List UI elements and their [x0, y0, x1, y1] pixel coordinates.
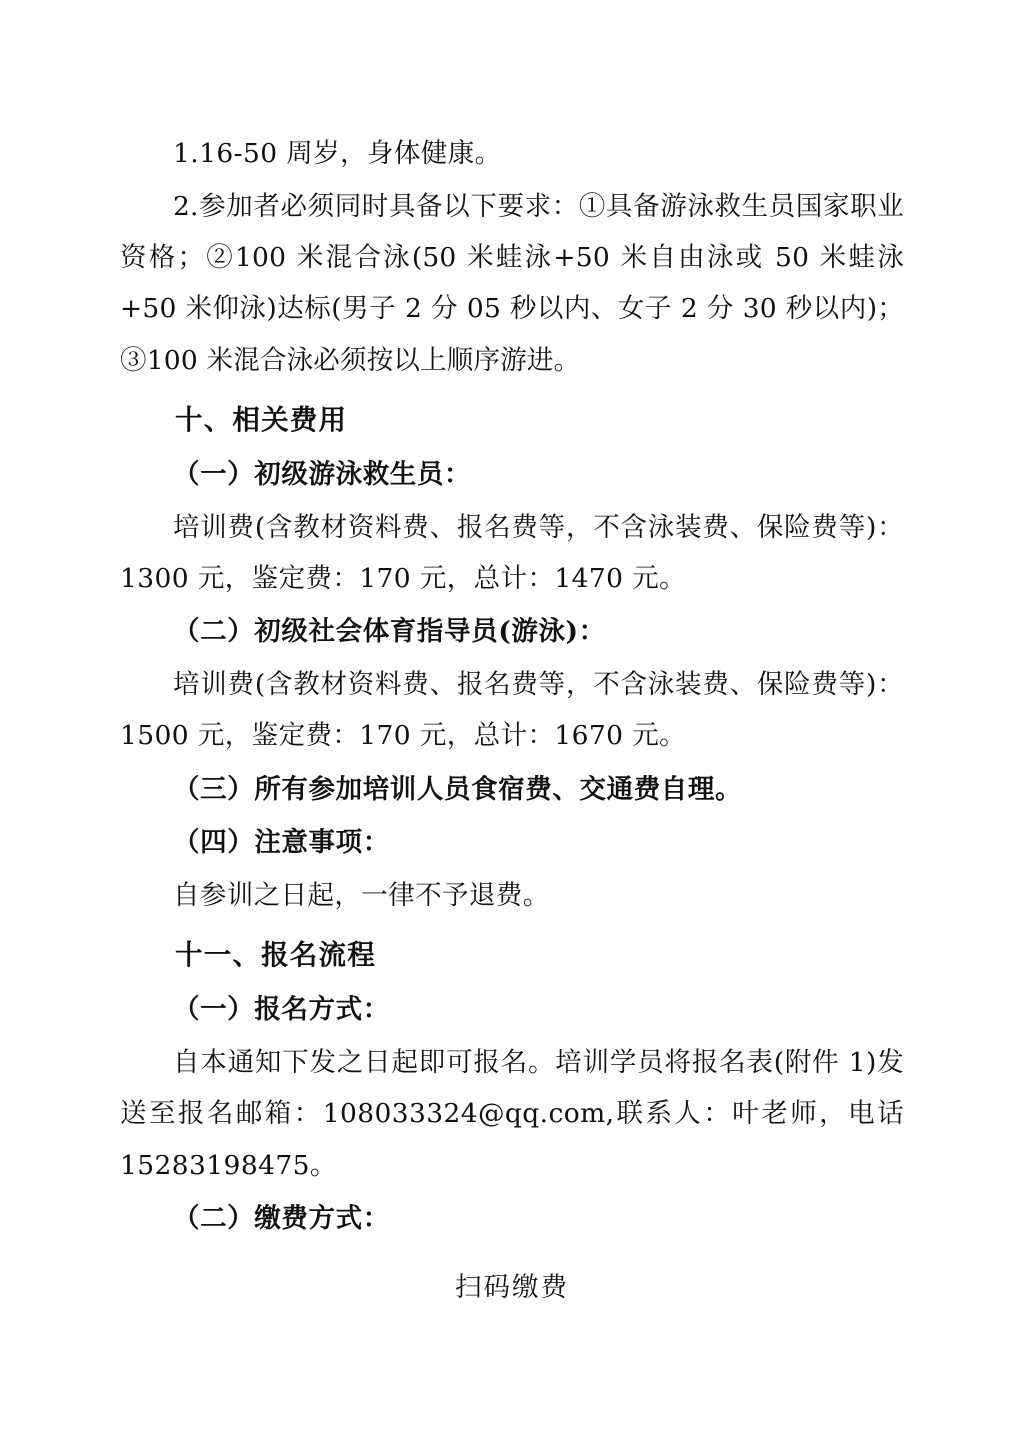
- subheading-notes: （四）注意事项：: [173, 826, 390, 858]
- heading-fees: 十、相关费用: [175, 403, 348, 436]
- paragraph-registration-contact: 自本通知下发之日起即可报名。培训学员将报名表(附件 1)发送至报名邮箱：108033324@qq.com,联系人：叶老师，电话 15283198475。: [120, 1047, 904, 1181]
- heading-registration-process: 十一、报名流程: [175, 939, 376, 972]
- subheading-junior-instructor: （二）初级社会体育指导员(游泳)：: [173, 616, 606, 648]
- document-body: [120, 128, 904, 1313]
- subheading-self-paid-expenses: （三）所有参加培训人员食宿费、交通费自理。: [173, 773, 743, 805]
- paragraph-junior-instructor-fee: 培训费(含教材资料费、报名费等，不含泳装费、保险费等)：1500 元，鉴定费：170 元，总计：1670 元。: [120, 669, 904, 752]
- subheading-registration-method: （一）报名方式：: [173, 994, 390, 1026]
- subheading-junior-lifeguard: （一）初级游泳救生员：: [173, 458, 472, 490]
- subheading-payment-method: （二）缴费方式：: [173, 1202, 390, 1234]
- paragraph-no-refund: 自参训之日起，一律不予退费。: [173, 879, 550, 911]
- caption-scan-to-pay: 扫码缴费: [455, 1271, 569, 1303]
- paragraph-participant-requirements: 2.参加者必须同时具备以下要求：①具备游泳救生员国家职业资格；②100 米混合泳(50 米蛙泳+50 米自由泳或 50 米蛙泳+50 米仰泳)达标(男子 2 分 05 秒以内、女子 2 分 30 秒以内)；③100 米混合泳必须按以上顺序游进。: [120, 191, 904, 376]
- paragraph-junior-lifeguard-fee: 培训费(含教材资料费、报名费等，不含泳装费、保险费等)：1300 元，鉴定费：170 元，总计：1470 元。: [120, 511, 904, 595]
- paragraph-age-requirement: 1.16-50 周岁，身体健康。: [173, 138, 502, 169]
